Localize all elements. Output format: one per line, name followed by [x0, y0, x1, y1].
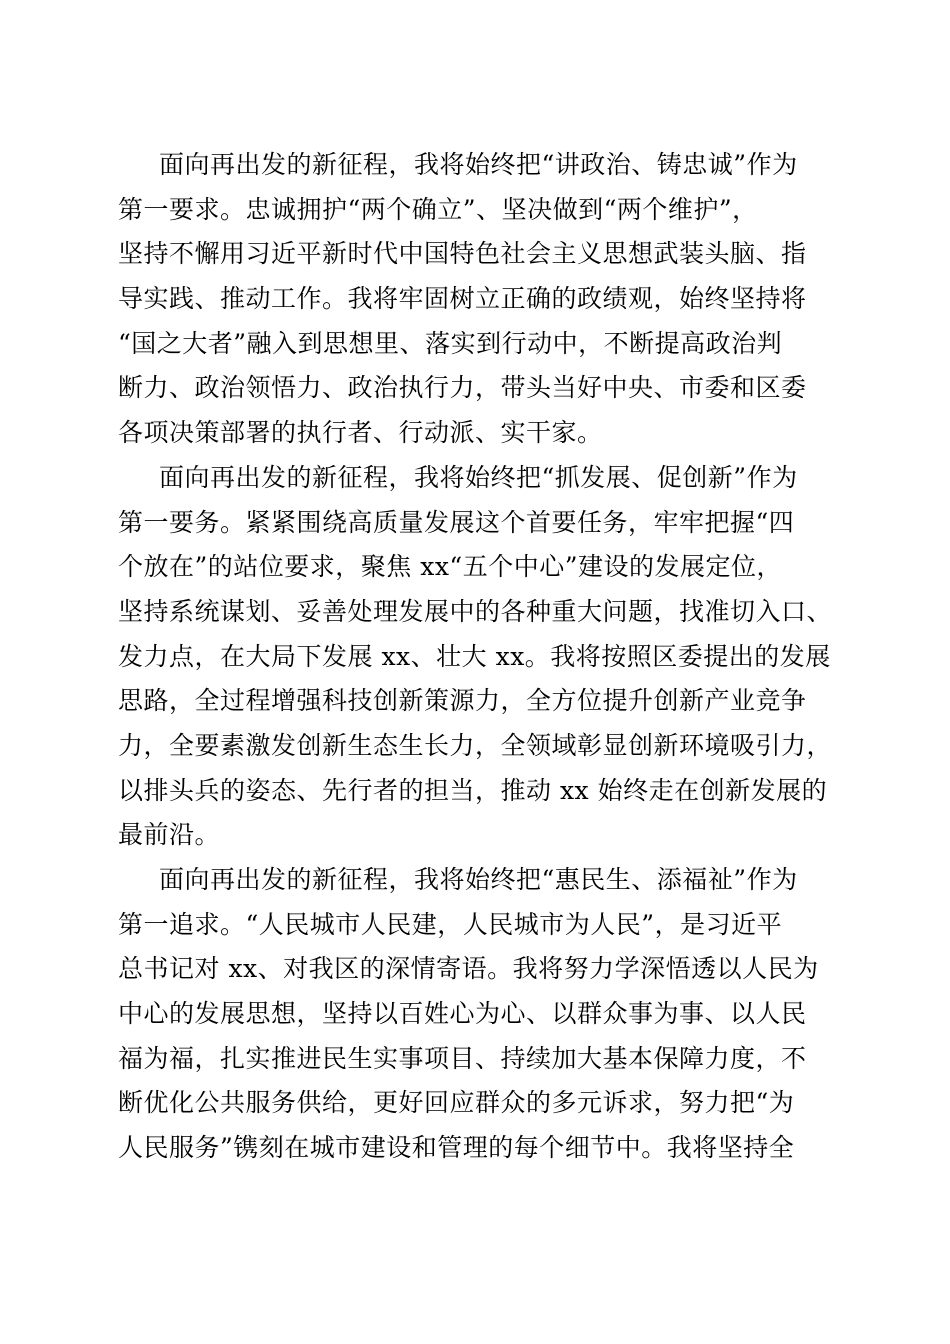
paragraph-development-innovation — [118, 456, 838, 858]
paragraph-line: 中心的发展思想，坚持以百姓心为心、以群众事为事、以人民 — [118, 999, 807, 1029]
paragraph-line: 坚持系统谋划、妥善处理发展中的各种重大问题，找准切入口、 — [118, 596, 833, 626]
body-text — [118, 143, 838, 1171]
paragraph-line: 最前沿。 — [118, 820, 221, 850]
paragraph-line: 以排头兵的姿态、先行者的担当，推动 xx 始终走在创新发展的 — [118, 775, 828, 805]
paragraph-political-loyalty — [118, 143, 838, 456]
paragraph-line: 第一要务。紧紧围绕高质量发展这个首要任务，牢牢把握“四 — [118, 507, 795, 537]
paragraph-line: 各项决策部署的执行者、行动派、实干家。 — [118, 418, 603, 448]
paragraph-line: 导实践、推动工作。我将牢固树立正确的政绩观，始终坚持将 — [118, 284, 807, 314]
paragraph-line: “国之大者”融入到思想里、落实到行动中，不断提高政治判 — [118, 328, 783, 358]
paragraph-line: 断优化公共服务供给，更好回应群众的多元诉求，努力把“为 — [118, 1088, 795, 1118]
paragraph-line: 断力、政治领悟力、政治执行力，带头当好中央、市委和区委 — [118, 373, 807, 403]
paragraph-line: 坚持不懈用习近平新时代中国特色社会主义思想武装头脑、指 — [118, 239, 807, 269]
paragraph-line: 人民服务”镌刻在城市建设和管理的每个细节中。我将坚持全 — [118, 1133, 795, 1163]
paragraph-line: 思路，全过程增强科技创新策源力，全方位提升创新产业竞争 — [118, 686, 807, 716]
paragraph-line: 面向再出发的新征程，我将始终把“惠民生、添福祉”作为 — [159, 865, 798, 894]
paragraph-line: 第一要求。忠诚拥护“两个确立”、坚决做到“两个维护”， — [118, 194, 758, 224]
paragraph-line: 力，全要素激发创新生态生长力，全领域彰显创新环境吸引力， — [118, 730, 833, 760]
paragraph-line: 个放在”的站位要求，聚焦 xx“五个中心”建设的发展定位， — [118, 552, 782, 582]
paragraph-livelihood-wellbeing — [118, 858, 838, 1171]
paragraph-line: 发力点，在大局下发展 xx、壮大 xx。我将按照区委提出的发展 — [118, 641, 831, 671]
paragraph-line: 总书记对 xx、对我区的深情寄语。我将努力学深悟透以人民为 — [118, 954, 819, 984]
paragraph-line: 福为福，扎实推进民生实事项目、持续加大基本保障力度，不 — [118, 1043, 807, 1073]
paragraph-line: 第一追求。“人民城市人民建，人民城市为人民”，是习近平 — [118, 909, 783, 939]
paragraph-line: 面向再出发的新征程，我将始终把“抓发展、促创新”作为 — [159, 462, 798, 492]
paragraph-line: 面向再出发的新征程，我将始终把“讲政治、铸忠诚”作为 — [159, 150, 798, 179]
